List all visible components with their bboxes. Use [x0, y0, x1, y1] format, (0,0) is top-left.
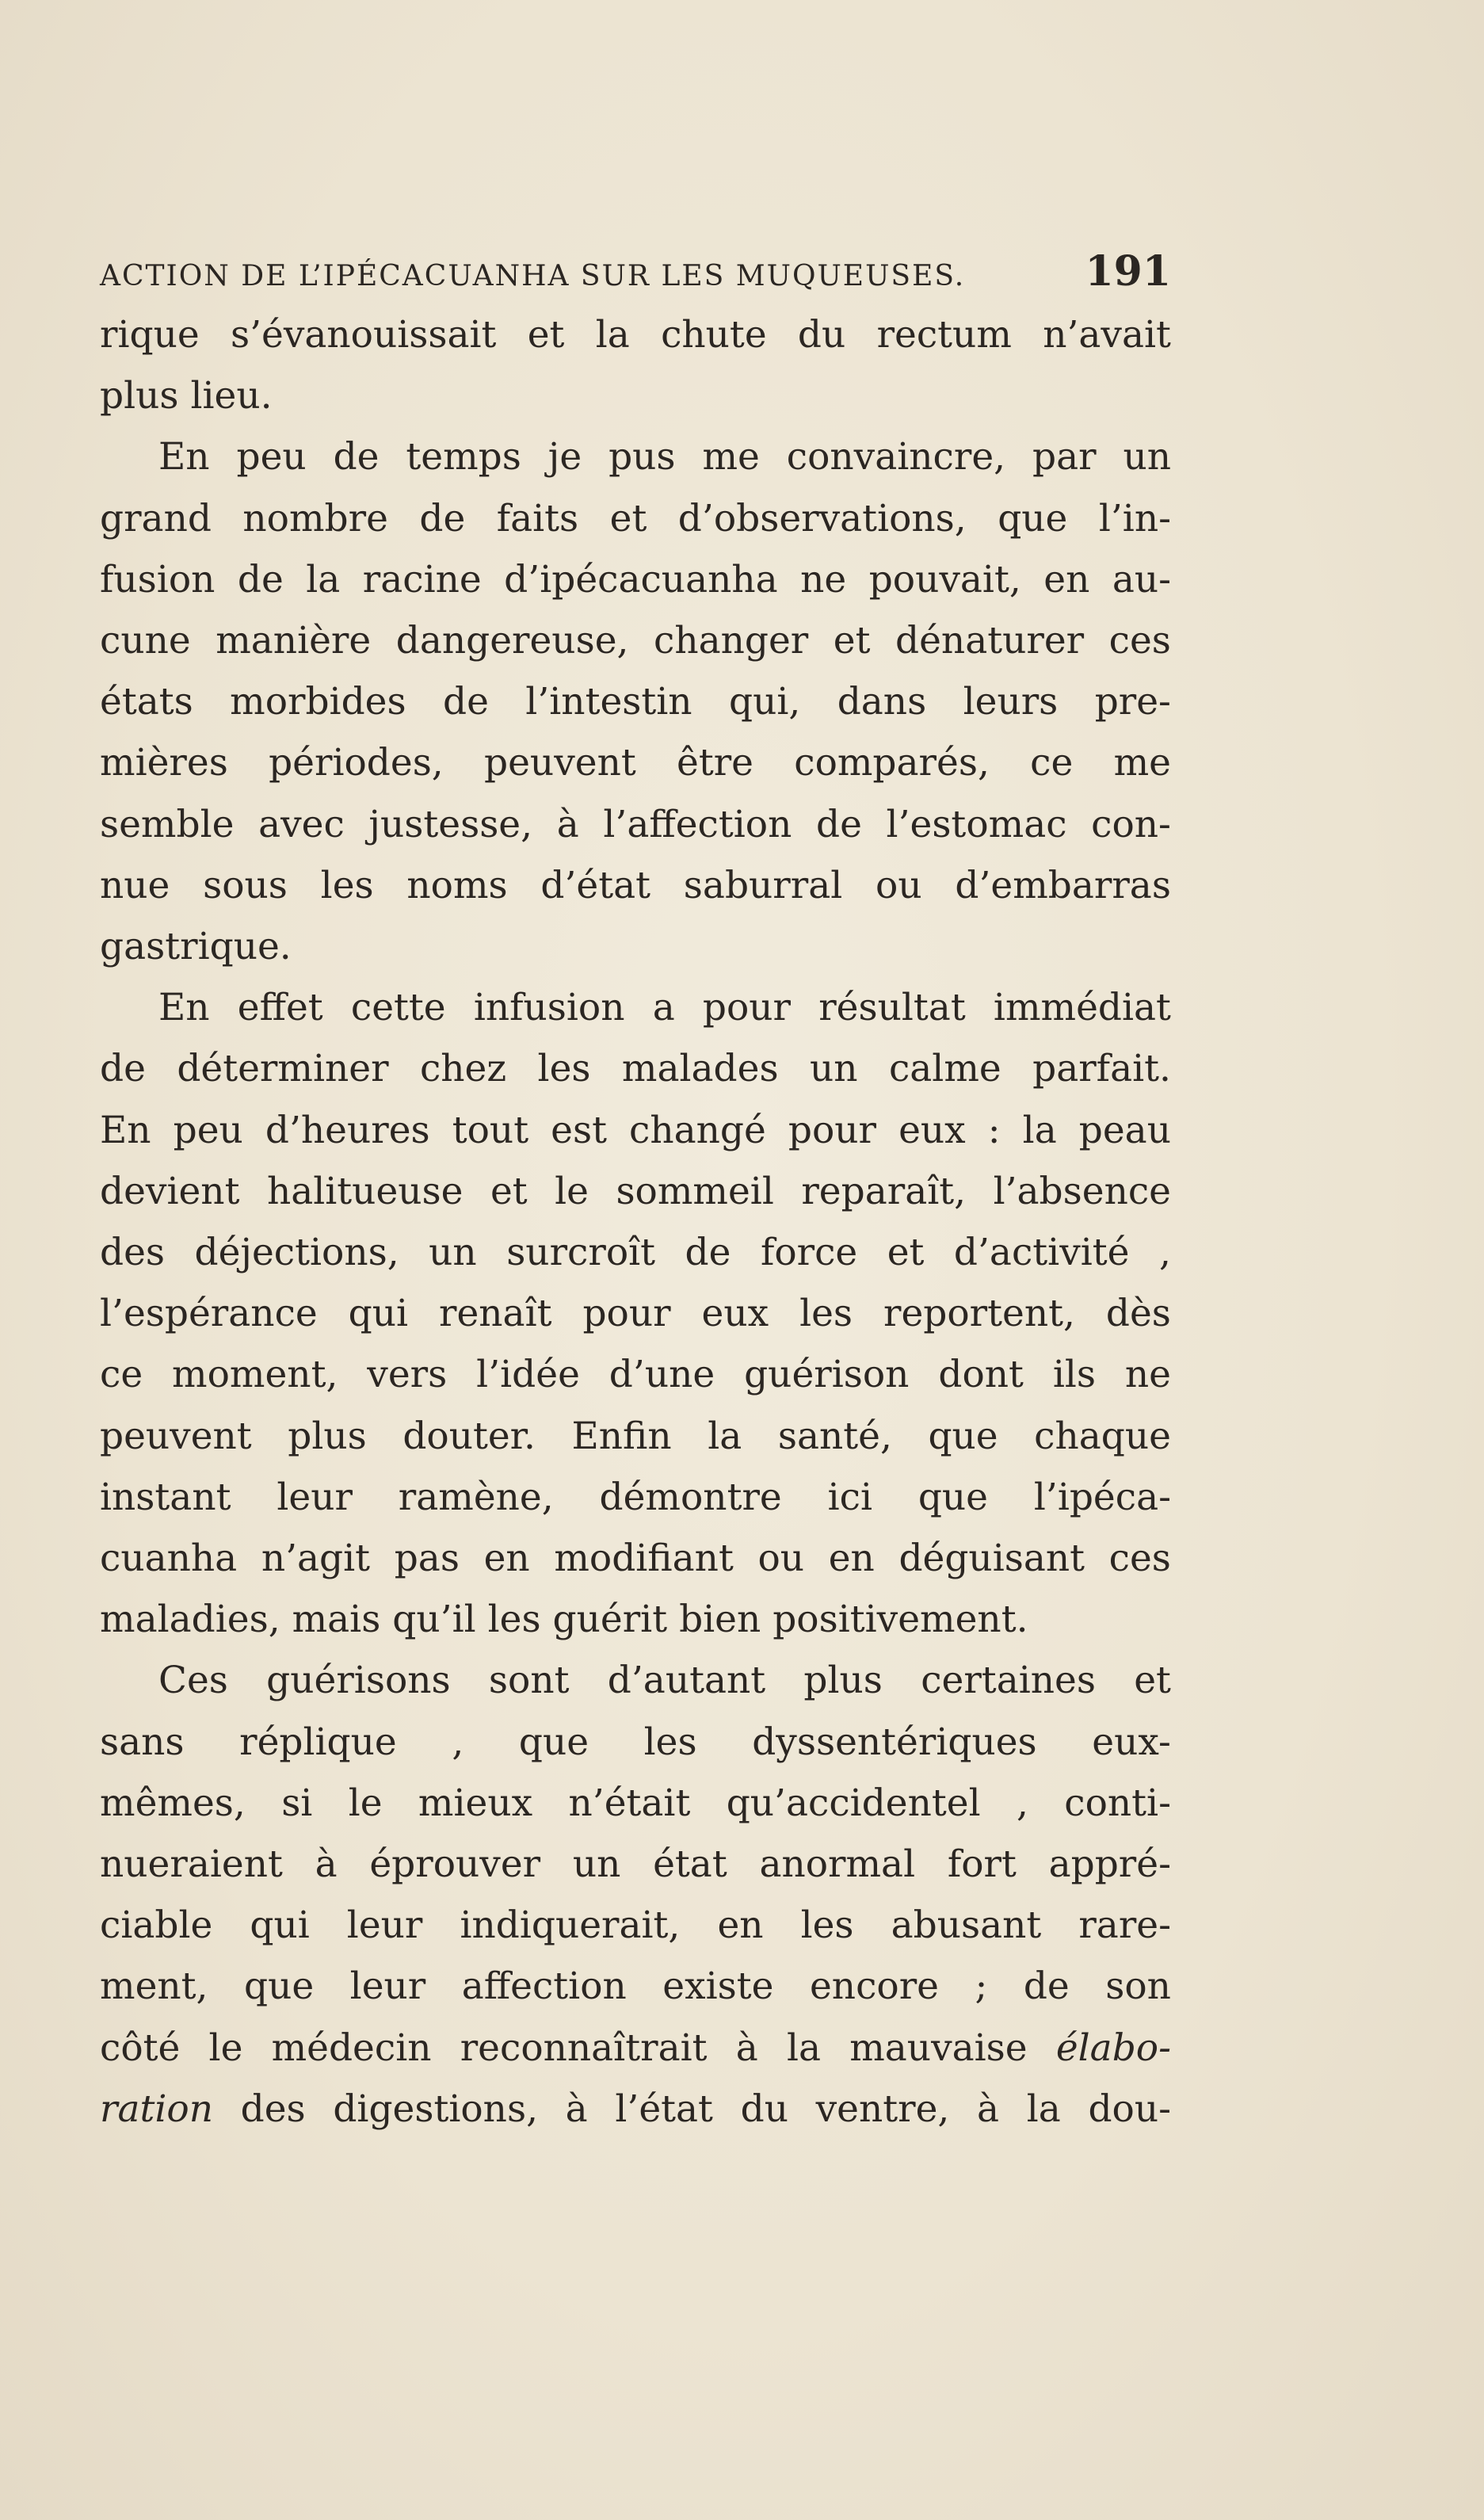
text-line: ce moment, vers l’idée d’une guérison dont ils ne: [100, 1353, 1171, 1397]
body-text: [100, 304, 1171, 2140]
text-line: instant leur ramène, démontre ici que l’ipéca-: [100, 1475, 1171, 1519]
text-line: En peu d’heures tout est changé pour eux : la peau: [100, 1108, 1171, 1152]
running-title: ACTION DE L’IPÉCACUANHA SUR LES MUQUEUSES.: [100, 260, 966, 292]
text-line: côté le médecin reconnaîtrait à la mauvaise élabo-: [100, 2026, 1171, 2070]
text-line: ration des digestions, à l’état du ventre, à la dou-: [100, 2087, 1171, 2131]
text-line: En effet cette infusion a pour résultat immédiat: [158, 986, 1171, 1030]
text-line: sans réplique , que les dyssentériques eux-: [100, 1720, 1171, 1764]
text-line: l’espérance qui renaît pour eux les reportent, dès: [100, 1292, 1171, 1336]
running-head: [100, 247, 1171, 296]
text-line: peuvent plus douter. Enfin la santé, que chaque: [100, 1414, 1171, 1458]
text-line: rique s’évanouissait et la chute du rectum n’avait: [100, 313, 1171, 357]
text-line: nue sous les noms d’état saburral ou d’embarras: [100, 863, 1171, 907]
text-line: nueraient à éprouver un état anormal fort appré-: [100, 1842, 1171, 1887]
text-line: gastrique.: [100, 925, 292, 969]
text-line: semble avec justesse, à l’affection de l’estomac con-: [100, 802, 1171, 846]
text-line: grand nombre de faits et d’observations, que l’in-: [100, 496, 1171, 540]
page-number: 191: [1085, 247, 1171, 296]
text-line: cuanha n’agit pas en modifiant ou en déguisant ces: [100, 1537, 1171, 1581]
text-line: mêmes, si le mieux n’était qu’accidentel , conti-: [100, 1781, 1171, 1825]
text-block: [100, 247, 1171, 2140]
text-line: Ces guérisons sont d’autant plus certaines et: [158, 1659, 1171, 1703]
text-line: de déterminer chez les malades un calme parfait.: [100, 1047, 1171, 1091]
text-line: cune manière dangereuse, changer et dénaturer ces: [100, 619, 1171, 663]
text-line: devient halitueuse et le sommeil reparaît, l’absence: [100, 1169, 1171, 1213]
text-line: mières périodes, peuvent être comparés, ce me: [100, 741, 1171, 785]
text-line: En peu de temps je pus me convaincre, par un: [158, 435, 1171, 479]
text-line: états morbides de l’intestin qui, dans leurs pre-: [100, 680, 1171, 724]
text-line: des déjections, un surcroît de force et d’activité ,: [100, 1231, 1171, 1275]
text-line: fusion de la racine d’ipécacuanha ne pouvait, en au-: [100, 557, 1171, 601]
text-line: plus lieu.: [100, 374, 273, 418]
text-line: ment, que leur affection existe encore ; de son: [100, 1964, 1171, 2009]
text-line: ciable qui leur indiquerait, en les abusant rare-: [100, 1903, 1171, 1948]
text-line: maladies, mais qu’il les guérit bien positivement.: [100, 1598, 1028, 1642]
